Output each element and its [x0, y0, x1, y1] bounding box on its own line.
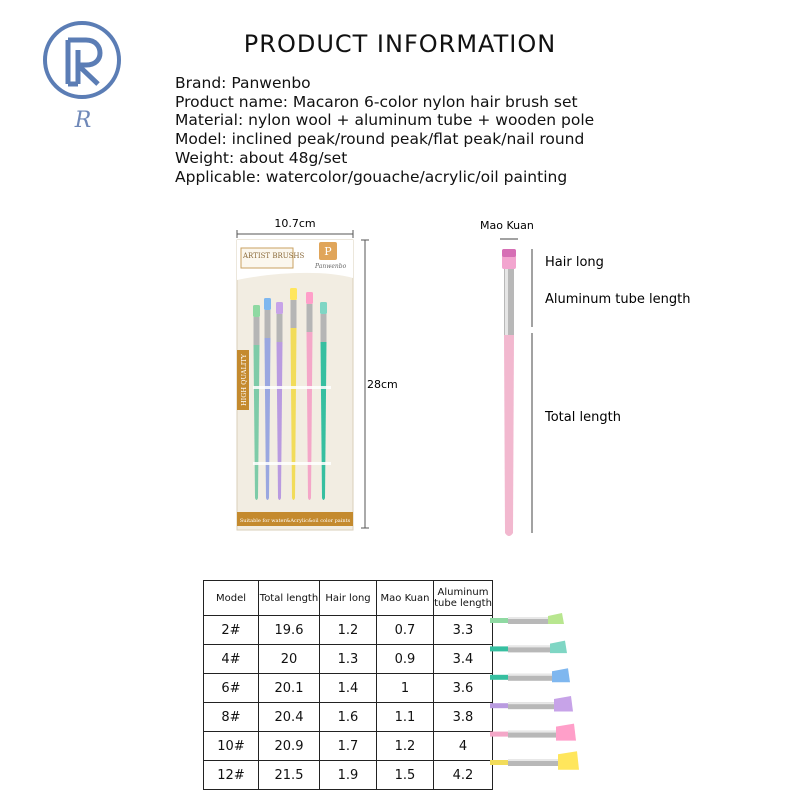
cell-model: 6#	[204, 674, 259, 703]
table-row	[204, 645, 493, 674]
cell-model: 2#	[204, 616, 259, 645]
col-header-mao-kuan: Mao Kuan	[377, 581, 434, 616]
cell-aluminum: 3.8	[434, 703, 493, 732]
table-row	[204, 732, 493, 761]
col-header-aluminum-tube-length: Aluminum tube length	[434, 581, 493, 616]
row-brush	[490, 751, 579, 770]
mao-kuan-label: Mao Kuan	[480, 219, 534, 232]
info-product-name: Product name: Macaron 6-color nylon hair brush set	[175, 92, 578, 111]
total-length-label: Total length	[545, 410, 621, 425]
cell-hair-long: 1.7	[320, 732, 377, 761]
info-model: Model: inclined peak/round peak/flat peak/nail round	[175, 130, 585, 149]
cell-model: 8#	[204, 703, 259, 732]
cell-total-length: 20.4	[259, 703, 320, 732]
height-label: 28cm	[367, 378, 398, 391]
cell-mao-kuan: 0.9	[377, 645, 434, 674]
cell-mao-kuan: 0.7	[377, 616, 434, 645]
cell-aluminum: 4	[434, 732, 493, 761]
cell-mao-kuan: 1.1	[377, 703, 434, 732]
side-badge-label: HIGH QUALITY	[240, 354, 248, 406]
table-row	[204, 761, 493, 790]
cell-aluminum: 3.4	[434, 645, 493, 674]
cell-hair-long: 1.3	[320, 645, 377, 674]
page-title: PRODUCT INFORMATION	[243, 30, 557, 58]
aluminum-tube-label: Aluminum tube length	[545, 292, 691, 307]
col-header-total-length: Total length	[259, 581, 320, 616]
info-brand: Brand: Panwenbo	[175, 74, 311, 92]
cell-mao-kuan: 1.5	[377, 761, 434, 790]
row-brush	[490, 641, 567, 654]
table-row	[204, 674, 493, 703]
info-applicable: Applicable: watercolor/gouache/acrylic/oil painting	[175, 167, 568, 186]
hair-long-label: Hair long	[545, 255, 604, 270]
col-header-hair-long: Hair long	[320, 581, 377, 616]
cell-model: 12#	[204, 761, 259, 790]
row-brush	[490, 613, 564, 624]
table-row	[204, 703, 493, 732]
cell-aluminum: 4.2	[434, 761, 493, 790]
cell-mao-kuan: 1	[377, 674, 434, 703]
cell-mao-kuan: 1.2	[377, 732, 434, 761]
cell-hair-long: 1.6	[320, 703, 377, 732]
cell-total-length: 21.5	[259, 761, 320, 790]
width-label: 10.7cm	[274, 217, 316, 230]
info-material: Material: nylon wool + aluminum tube + wooden pole	[175, 111, 595, 130]
info-weight: Weight: about 48g/set	[175, 148, 348, 167]
table-header-row	[204, 581, 493, 616]
diagram-handle	[504, 335, 514, 536]
product-info	[175, 74, 594, 186]
brush-band	[253, 462, 331, 465]
package-illustration	[215, 210, 398, 540]
cell-aluminum: 3.3	[434, 616, 493, 645]
cell-aluminum: 3.6	[434, 674, 493, 703]
package-header: ARTIST BRUSHS	[243, 252, 305, 260]
logo-letter: R	[74, 108, 92, 133]
row-brush-tips	[490, 612, 590, 792]
table-row	[204, 616, 493, 645]
row-brush	[490, 696, 573, 712]
cell-model: 4#	[204, 645, 259, 674]
brush-band	[253, 386, 331, 389]
cell-hair-long: 1.9	[320, 761, 377, 790]
row-brush	[490, 668, 570, 682]
spec-table	[203, 580, 493, 790]
col-header-model: Model	[204, 581, 259, 616]
cell-total-length: 20.9	[259, 732, 320, 761]
svg-text:P: P	[324, 245, 332, 258]
cell-model: 10#	[204, 732, 259, 761]
package-brand-script: Panwenbo	[315, 263, 347, 270]
row-brush	[490, 724, 576, 741]
cell-total-length: 20	[259, 645, 320, 674]
brush-diagram	[470, 215, 691, 545]
cell-hair-long: 1.2	[320, 616, 377, 645]
package-footer-text: Suitable for water&Acrylic&oil color paints	[239, 518, 351, 524]
cell-total-length: 20.1	[259, 674, 320, 703]
cell-total-length: 19.6	[259, 616, 320, 645]
cell-hair-long: 1.4	[320, 674, 377, 703]
